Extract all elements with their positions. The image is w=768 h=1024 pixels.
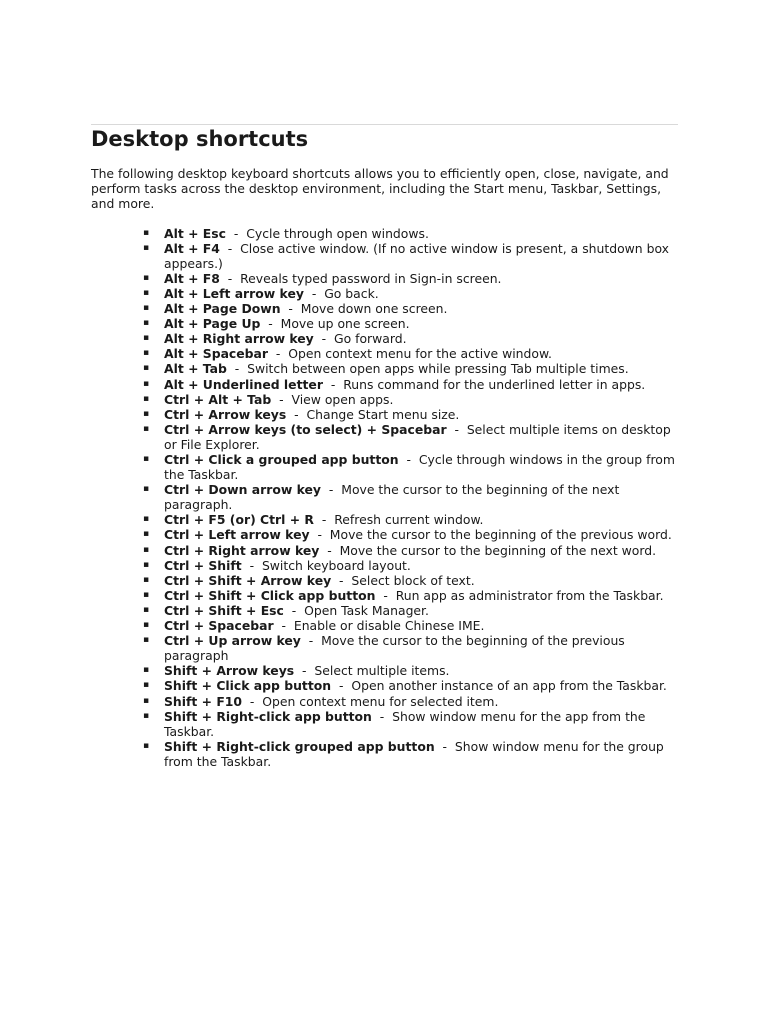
shortcut-keys: Shift + Right-click app button xyxy=(164,708,372,724)
shortcut-separator: - xyxy=(321,482,342,498)
shortcut-description: Move the cursor to the beginning of the previous paragraph xyxy=(164,633,625,664)
shortcut-description: Run app as administrator from the Taskbar. xyxy=(395,587,664,603)
shortcut-keys: Ctrl + Up arrow key xyxy=(164,633,301,649)
shortcut-separator: - xyxy=(283,602,305,618)
shortcut-separator: - xyxy=(371,708,393,724)
shortcut-item xyxy=(91,573,678,588)
shortcut-description: Switch between open apps while pressing Tab multiple times. xyxy=(247,361,629,377)
bullet-icon: ▪ xyxy=(143,287,150,298)
shortcut-item xyxy=(91,558,678,573)
shortcut-keys: Ctrl + Spacebar xyxy=(164,618,274,634)
shortcut-item xyxy=(91,618,678,633)
shortcut-description: Cycle through windows in the group from the Taskbar. xyxy=(164,452,675,483)
shortcut-separator: - xyxy=(313,331,334,347)
shortcut-separator: - xyxy=(434,738,455,754)
shortcut-keys: Alt + Left arrow key xyxy=(164,285,304,301)
shortcut-description: Move the cursor to the beginning of the next word. xyxy=(339,542,657,558)
shortcut-keys: Alt + Spacebar xyxy=(164,346,269,362)
shortcut-keys: Ctrl + Left arrow key xyxy=(164,527,310,543)
bullet-icon: ▪ xyxy=(143,242,150,253)
shortcut-item xyxy=(91,543,678,558)
shortcut-separator: - xyxy=(300,633,322,649)
shortcut-keys: Ctrl + Shift xyxy=(164,557,242,573)
shortcut-keys: Alt + Right arrow key xyxy=(164,331,314,347)
bullet-icon: ▪ xyxy=(143,303,150,314)
shortcut-keys: Ctrl + Arrow keys (to select) + Spacebar xyxy=(164,421,447,437)
shortcut-description: Open Task Manager. xyxy=(304,602,429,618)
shortcut-description: Show window menu for the group from the Taskbar. xyxy=(164,738,664,769)
shortcut-keys: Alt + Esc xyxy=(164,225,226,241)
shortcut-description: View open apps. xyxy=(291,391,394,407)
shortcut-separator: - xyxy=(331,678,352,694)
shortcut-description: Move down one screen. xyxy=(300,301,448,317)
shortcut-item xyxy=(91,286,678,301)
shortcut-separator: - xyxy=(294,663,315,679)
shortcut-separator: - xyxy=(375,587,396,603)
shortcut-keys: Ctrl + Right arrow key xyxy=(164,542,320,558)
bullet-icon: ▪ xyxy=(143,740,150,751)
shortcut-description: Enable or disable Chinese IME. xyxy=(293,618,485,634)
shortcut-keys: Ctrl + Down arrow key xyxy=(164,482,322,498)
shortcut-description: Runs command for the underlined letter in apps. xyxy=(343,376,646,392)
shortcut-item xyxy=(91,527,678,542)
bullet-icon: ▪ xyxy=(143,604,150,615)
shortcut-separator: - xyxy=(319,542,340,558)
shortcut-item xyxy=(91,422,678,452)
shortcut-separator: - xyxy=(271,391,292,407)
shortcut-item xyxy=(91,603,678,618)
bullet-icon: ▪ xyxy=(143,620,150,631)
shortcut-description: Go forward. xyxy=(333,331,407,347)
shortcut-separator: - xyxy=(241,557,262,573)
shortcut-separator: - xyxy=(219,240,241,256)
bullet-icon: ▪ xyxy=(143,363,150,374)
shortcut-separator: - xyxy=(273,618,294,634)
intro-paragraph: The following desktop keyboard shortcuts allows you to efficiently open, close, navigate, and perform tasks across the desktop environment, including the Start menu, Taskbar, Settings, and more. xyxy=(91,166,669,212)
shortcut-item xyxy=(91,588,678,603)
shortcut-description: Select multiple items. xyxy=(314,663,450,679)
shortcut-keys: Ctrl + Shift + Arrow key xyxy=(164,572,332,588)
shortcut-separator: - xyxy=(260,316,281,332)
bullet-icon: ▪ xyxy=(143,227,150,238)
shortcut-keys: Ctrl + Click a grouped app button xyxy=(164,452,399,468)
shortcut-separator: - xyxy=(226,361,248,377)
shortcut-item xyxy=(91,663,678,678)
shortcut-keys: Alt + F4 xyxy=(164,240,220,256)
shortcut-description: Open context menu for selected item. xyxy=(262,693,499,709)
shortcut-description: Move the cursor to the beginning of the next paragraph. xyxy=(164,482,620,513)
shortcut-keys: Ctrl + Arrow keys xyxy=(164,406,287,422)
shortcut-item xyxy=(91,709,678,739)
shortcut-keys: Ctrl + Shift + Esc xyxy=(164,602,284,618)
shortcut-keys: Ctrl + F5 (or) Ctrl + R xyxy=(164,512,314,528)
shortcut-keys: Ctrl + Alt + Tab xyxy=(164,391,272,407)
shortcut-item xyxy=(91,226,678,241)
bullet-icon: ▪ xyxy=(143,544,150,555)
shortcut-description: Switch keyboard layout. xyxy=(261,557,411,573)
bullet-icon: ▪ xyxy=(143,559,150,570)
shortcut-item xyxy=(91,331,678,346)
shortcut-keys: Shift + Click app button xyxy=(164,678,332,694)
shortcut-item xyxy=(91,739,678,769)
bullet-icon: ▪ xyxy=(143,710,150,721)
shortcut-separator: - xyxy=(446,421,467,437)
shortcut-description: Go back. xyxy=(324,285,379,301)
shortcut-item xyxy=(91,694,678,709)
shortcut-separator: - xyxy=(280,301,301,317)
shortcut-separator: - xyxy=(268,346,289,362)
shortcut-separator: - xyxy=(331,572,352,588)
page-title: Desktop shortcuts xyxy=(91,127,309,151)
shortcut-item xyxy=(91,512,678,527)
shortcut-keys: Shift + Right-click grouped app button xyxy=(164,738,435,754)
bullet-icon: ▪ xyxy=(143,423,150,434)
bullet-icon: ▪ xyxy=(143,454,150,465)
shortcut-separator: - xyxy=(303,285,325,301)
bullet-icon: ▪ xyxy=(143,680,150,691)
shortcut-description: Open another instance of an app from the Taskbar. xyxy=(351,678,667,694)
shortcut-keys: Shift + F10 xyxy=(164,693,243,709)
shortcut-item xyxy=(91,633,678,663)
shortcut-separator: - xyxy=(313,512,335,528)
shortcut-description: Show window menu for the app from the Taskbar. xyxy=(164,708,646,739)
shortcut-item xyxy=(91,346,678,361)
bullet-icon: ▪ xyxy=(143,393,150,404)
shortcut-description: Refresh current window. xyxy=(334,512,484,528)
shortcut-item xyxy=(91,241,678,271)
bullet-icon: ▪ xyxy=(143,272,150,283)
shortcut-item xyxy=(91,271,678,286)
shortcut-keys: Alt + Tab xyxy=(164,361,227,377)
shortcut-separator: - xyxy=(219,270,241,286)
bullet-icon: ▪ xyxy=(143,695,150,706)
bullet-icon: ▪ xyxy=(143,348,150,359)
shortcut-description: Open context menu for the active window. xyxy=(288,346,552,362)
shortcut-description: Change Start menu size. xyxy=(306,406,460,422)
bullet-icon: ▪ xyxy=(143,574,150,585)
shortcut-description: Move up one screen. xyxy=(280,316,410,332)
shortcut-keys: Alt + F8 xyxy=(164,270,220,286)
top-divider xyxy=(91,124,678,125)
shortcut-item xyxy=(91,678,678,693)
bullet-icon: ▪ xyxy=(143,529,150,540)
shortcut-description: Cycle through open windows. xyxy=(246,225,429,241)
shortcut-item xyxy=(91,316,678,331)
shortcut-separator: - xyxy=(322,376,344,392)
shortcut-description: Reveals typed password in Sign-in screen. xyxy=(240,270,502,286)
bullet-icon: ▪ xyxy=(143,514,150,525)
shortcut-item xyxy=(91,301,678,316)
shortcut-description: Close active window. (If no active window is present, a shutdown box appears.) xyxy=(164,240,669,271)
bullet-icon: ▪ xyxy=(143,635,150,646)
shortcut-list xyxy=(91,226,678,769)
bullet-icon: ▪ xyxy=(143,589,150,600)
shortcut-keys: Alt + Page Down xyxy=(164,301,281,317)
bullet-icon: ▪ xyxy=(143,333,150,344)
shortcut-keys: Alt + Underlined letter xyxy=(164,376,323,392)
document-page xyxy=(91,124,678,769)
shortcut-separator: - xyxy=(242,693,263,709)
shortcut-description: Select multiple items on desktop or File Explorer. xyxy=(164,421,671,452)
shortcut-separator: - xyxy=(286,406,307,422)
shortcut-description: Select block of text. xyxy=(351,572,475,588)
shortcut-item xyxy=(91,407,678,422)
shortcut-separator: - xyxy=(309,527,330,543)
bullet-icon: ▪ xyxy=(143,408,150,419)
shortcut-keys: Shift + Arrow keys xyxy=(164,663,295,679)
shortcut-separator: - xyxy=(225,225,247,241)
shortcut-description: Move the cursor to the beginning of the previous word. xyxy=(329,527,672,543)
shortcut-item xyxy=(91,482,678,512)
bullet-icon: ▪ xyxy=(143,665,150,676)
shortcut-item xyxy=(91,452,678,482)
shortcut-keys: Alt + Page Up xyxy=(164,316,261,332)
shortcut-separator: - xyxy=(398,452,419,468)
shortcut-keys: Ctrl + Shift + Click app button xyxy=(164,587,376,603)
shortcut-item xyxy=(91,377,678,392)
shortcut-item xyxy=(91,361,678,376)
bullet-icon: ▪ xyxy=(143,318,150,329)
bullet-icon: ▪ xyxy=(143,484,150,495)
bullet-icon: ▪ xyxy=(143,378,150,389)
shortcut-item xyxy=(91,392,678,407)
